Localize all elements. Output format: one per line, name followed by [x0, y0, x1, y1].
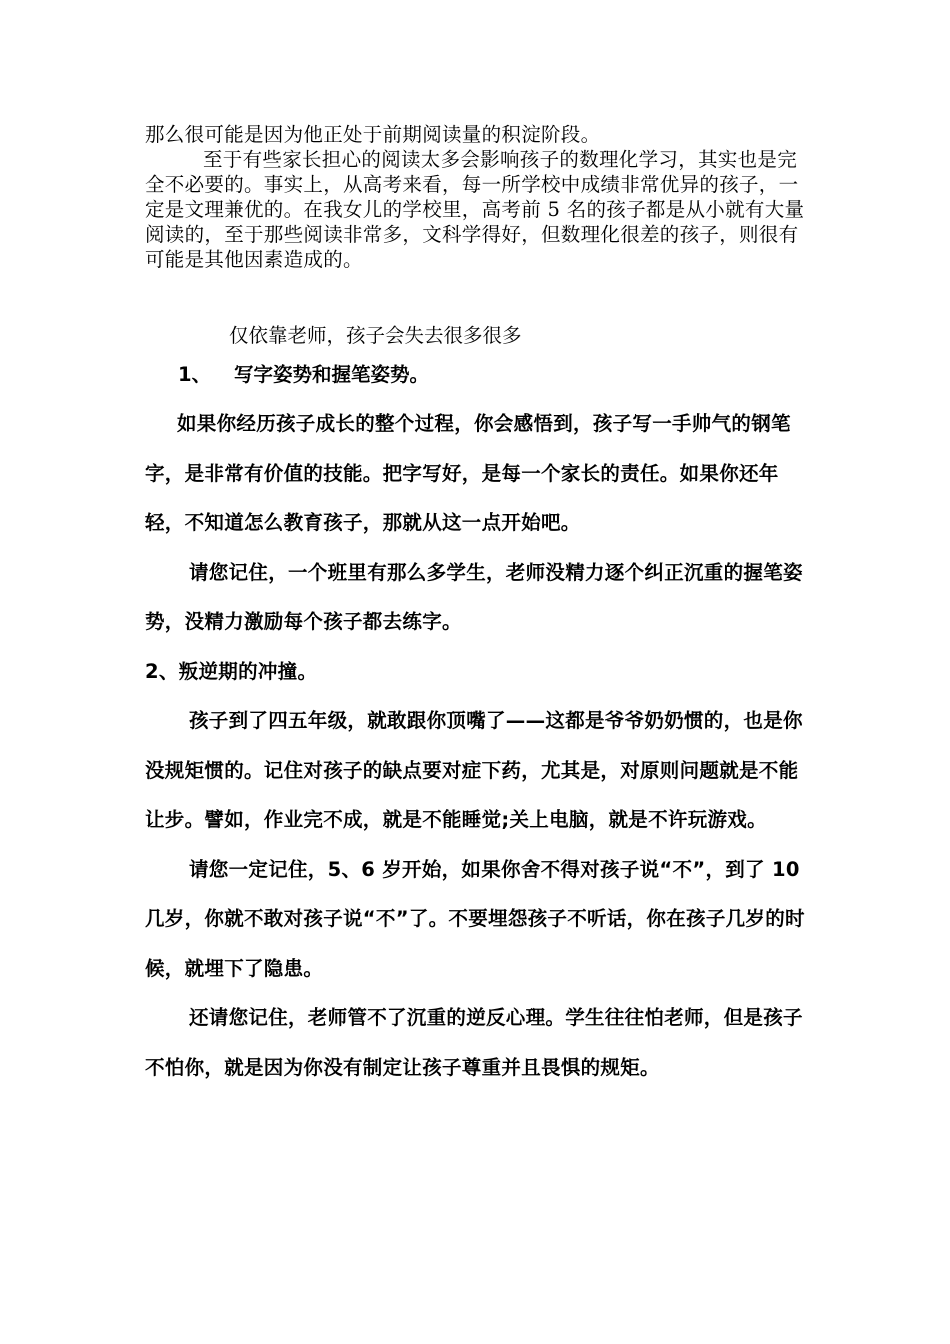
body-paragraph-5: 还请您记住，老师管不了沉重的逆反心理。学生往往怕老师，但是孩子不怕你，就是因为你没有制定让孩子尊重并且畏惧的规矩。	[145, 1006, 803, 1079]
intro-paragraph-1: 那么很可能是因为他正处于前期阅读量的积淀阶段。	[145, 123, 601, 146]
body-paragraph-3: 孩子到了四五年级，就敢跟你顶嘴了——这都是爷爷奶奶惯的，也是你没规矩惯的。记住对孩子的缺点要对症下药，尤其是，对原则问题就是不能让步。譬如，作业完不成，就是不能睡觉;关上电脑，就是不许玩游戏。	[145, 709, 803, 831]
list-item-1-title: 写字姿势和握笔姿势。	[234, 363, 430, 386]
section-body-1	[145, 399, 810, 1092]
body-paragraph-4: 请您一定记住，5、6 岁开始，如果你舍不得对孩子说“不”，到了 10 几岁，你就不敢对孩子说“不”了。不要埋怨孩子不听话，你在孩子几岁的时候，就埋下了隐患。	[145, 857, 805, 980]
body-paragraph-2: 请您记住，一个班里有那么多学生，老师没精力逐个纠正沉重的握笔姿势，没精力激励每个孩子都去练字。	[145, 560, 803, 633]
list-item-2-title: 2、叛逆期的冲撞。	[145, 659, 318, 683]
section-heading: 仅依靠老师，孩子会失去很多很多	[229, 324, 522, 347]
list-item-1-number: 1、	[178, 363, 212, 386]
intro-paragraph-2: 至于有些家长担心的阅读太多会影响孩子的数理化学习，其实也是完全不必要的。事实上，从高考来看，每一所学校中成绩非常优异的孩子，一定是文理兼优的。在我女儿的学校里，高考前 5 名的孩子都是从小就有大量阅读的，至于那些阅读非常多，文科学得好，但数理化很差的孩子，则很有可能是其他因素造成的。	[145, 148, 805, 271]
intro-text	[145, 122, 810, 272]
list-item-1	[178, 361, 429, 389]
body-paragraph-1: 如果你经历孩子成长的整个过程，你会感悟到，孩子写一手帅气的钢笔字，是非常有价值的技能。把字写好，是每一个家长的责任。如果你还年轻，不知道怎么教育孩子，那就从这一点开始吧。	[145, 412, 791, 534]
